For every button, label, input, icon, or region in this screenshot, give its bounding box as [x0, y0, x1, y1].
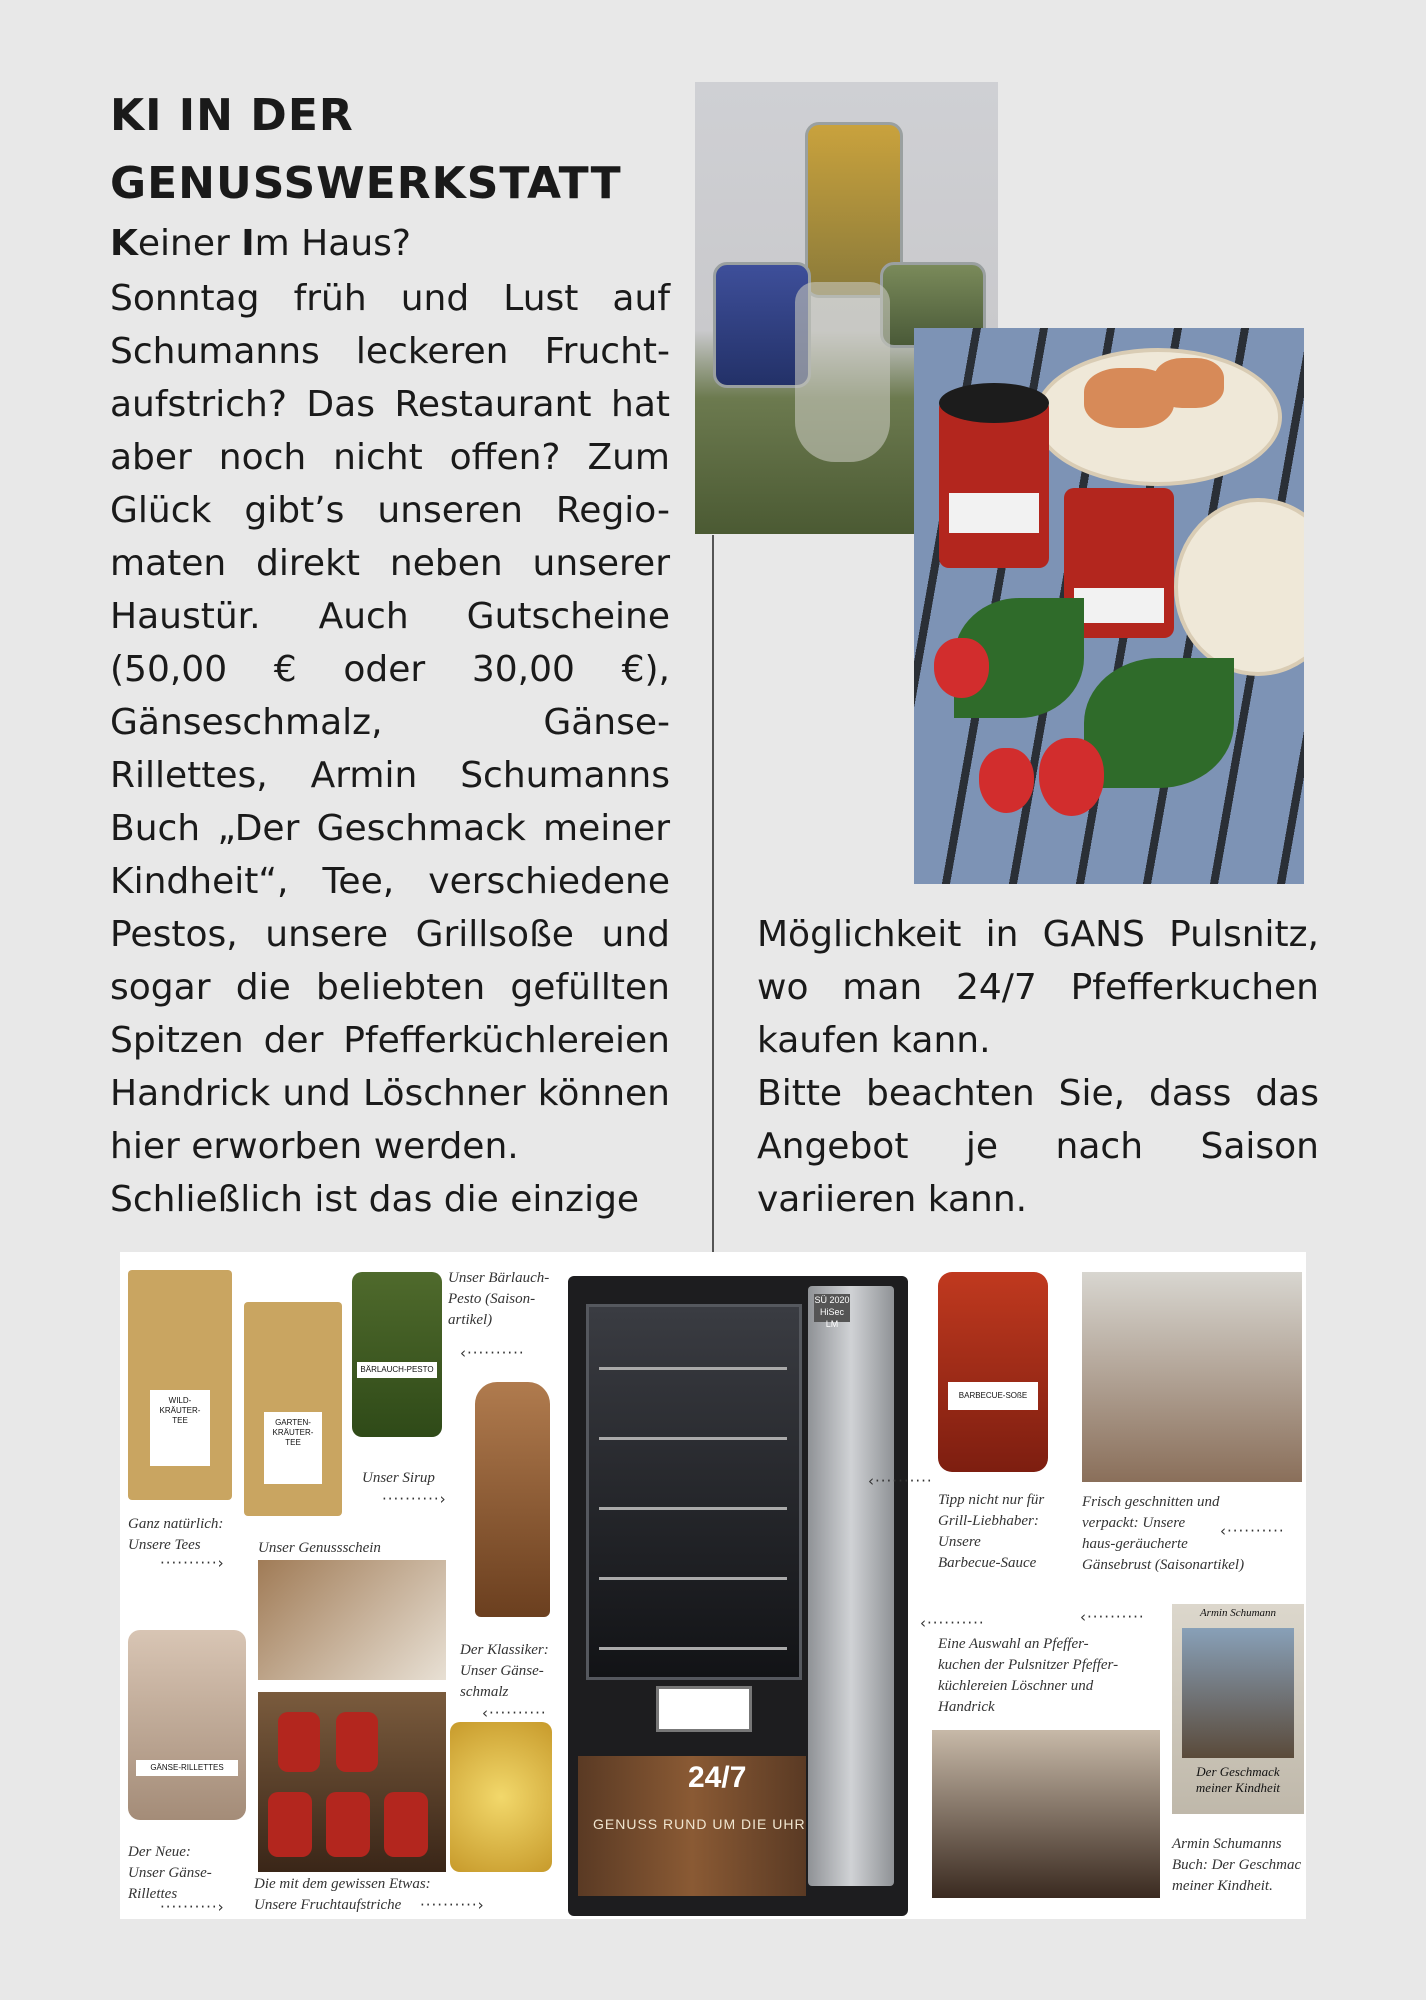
jam-jar-left	[939, 398, 1049, 568]
jam-bread-2	[1154, 358, 1224, 408]
wildkraeuter-label: WILD- KRÄUTER- TEE	[150, 1390, 210, 1466]
arrow-pesto: ‹··········	[460, 1344, 525, 1362]
vending-247-label: 24/7	[688, 1761, 747, 1794]
gaenseschmalz-jar	[450, 1722, 552, 1872]
jam-jar-label	[949, 493, 1039, 533]
strawberry	[934, 638, 989, 698]
regiomat-vending-machine	[568, 1276, 908, 1916]
arrow-gaenseschmalz: ‹··········	[482, 1704, 547, 1722]
body-right-paragraph-2: Bitte beachten Sie, dass das Angebot je nach Saison variieren kann.	[757, 1073, 1319, 1220]
vending-window	[586, 1304, 802, 1680]
book-author: Armin Schumann	[1199, 1607, 1277, 1619]
subtitle-initial-i: I	[241, 223, 255, 264]
vending-shelf-5	[599, 1647, 787, 1650]
bbq-label: BARBECUE-SOßE	[948, 1382, 1038, 1410]
jam-strawberry-photo	[914, 328, 1304, 884]
vending-shelf-4	[599, 1577, 787, 1580]
gartenkraeuter-label: GARTEN- KRÄUTER- TEE	[264, 1412, 322, 1484]
fruchtaufstrich-jar-4	[326, 1792, 370, 1857]
body-right-paragraph-1: Möglichkeit in GANS Pulsnitz, wo man 24/7 Pfefferkuchen kaufen kann.	[757, 914, 1319, 1061]
vending-display	[656, 1686, 752, 1732]
title-line-2: GENUSSWERKSTATT	[110, 158, 622, 209]
book-cover	[1172, 1604, 1304, 1814]
baerlauch-pesto-jar	[352, 1272, 442, 1437]
rillettes-label: GÄNSE-RILLETTES	[136, 1760, 238, 1776]
herb-bag	[795, 282, 890, 462]
body-continuation: Schließlich ist das die einzige	[110, 1179, 640, 1220]
vending-shelf-3	[599, 1507, 787, 1510]
vending-wood-panel	[578, 1756, 806, 1896]
arrow-tees: ··········›	[160, 1554, 225, 1572]
caption-pfefferkuchen: Eine Auswahl an Pfeffer- kuchen der Pulsnitzer Pfeffer- küchlereien Löschner und Handrick	[938, 1636, 1119, 1715]
fruchtaufstrich-jar-3	[268, 1792, 312, 1857]
caption-tees: Ganz natürlich: Unsere Tees	[128, 1516, 224, 1553]
caption-buch: Armin Schumanns Buch: Der Geschmac meiner Kindheit.	[1172, 1836, 1302, 1894]
body-paragraph: Sonntag früh und Lust auf Schumanns leckeren Frucht-aufstrich? Das Restaurant hat aber noch nicht offen? Zum Glück gibt’s unseren Regio-maten direkt neben unserer Haustür. Auch Gutscheine (50,00 € oder 30,00 €), Gänseschmalz, Gänse-Rillettes, Armin Schumanns Buch „Der Geschmack meiner Kindheit“, Tee, verschiedene Pestos, unsere Grillsoße und sogar die beliebten gefüllten Spitzen der Pfefferküchlereien Handrick und Löschner können hier erworben werden.	[110, 278, 670, 1167]
caption-genussschein: Unser Genussschein	[258, 1540, 381, 1556]
vending-shelf-2	[599, 1437, 787, 1440]
vending-badge: SÜ 2020 HiSec LM	[814, 1295, 850, 1329]
arrow-rillettes: ··········›	[160, 1898, 225, 1916]
arrow-bbq: ‹··········	[868, 1472, 933, 1490]
barbecue-sauce-jar	[938, 1272, 1048, 1472]
caption-gaensebrust: Frisch geschnitten und verpackt: Unsere haus-geräucherte Gänsebrust (Saisonartikel)	[1082, 1494, 1245, 1573]
fruchtaufstrich-jar-1	[278, 1712, 320, 1772]
fruchtaufstrich-jar-5	[384, 1792, 428, 1857]
fruchtaufstrich-jars	[258, 1692, 446, 1872]
caption-sirup: Unser Sirup	[362, 1470, 435, 1486]
product-collage	[120, 1252, 1306, 1919]
arrow-gaensebrust: ‹··········	[1220, 1522, 1285, 1540]
bean-plate	[1174, 498, 1304, 676]
book-cover-photo	[1182, 1628, 1294, 1758]
vending-control-panel	[808, 1286, 894, 1886]
arrow-pfefferkuchen: ‹··········	[1080, 1608, 1145, 1626]
page-title	[110, 82, 670, 218]
caption-pesto: Unser Bärlauch- Pesto (Saison- artikel)	[448, 1270, 550, 1328]
jam-jar-lid	[939, 383, 1049, 423]
genussschein-voucher	[258, 1560, 446, 1680]
fruchtaufstrich-jar-2	[336, 1712, 378, 1772]
strawberry-leaf-2	[1084, 658, 1234, 788]
wildkraeuter-tea-bag	[128, 1270, 232, 1500]
subtitle	[110, 218, 670, 270]
caption-bbq: Tipp nicht nur für Grill-Liebhaber: Unsere Barbecue-Sauce	[938, 1492, 1045, 1571]
gaense-rillettes-jar	[128, 1630, 246, 1820]
vending-shelf-1	[599, 1367, 787, 1370]
arrow-pfefferkuchen-2: ‹··········	[920, 1614, 985, 1632]
book-title: Der Geschmack meiner Kindheit	[1195, 1764, 1281, 1795]
subtitle-part-1: einer	[137, 223, 242, 264]
gaensebrust-photo	[1082, 1272, 1302, 1482]
vending-slogan: GENUSS RUND UM DIE UHR	[593, 1816, 806, 1832]
caption-gaenseschmalz: Der Klassiker: Unser Gänse- schmalz	[460, 1642, 549, 1700]
strawberry-3	[1039, 738, 1104, 816]
baerlauch-label: BÄRLAUCH-PESTO	[357, 1362, 437, 1378]
pfefferkuchen-photo	[932, 1730, 1160, 1898]
title-line-1: KI IN DER	[110, 90, 354, 141]
caption-fruchtaufstriche: Die mit dem gewissen Etwas: Unsere Fruchtaufstriche	[254, 1876, 431, 1913]
subtitle-initial-k: K	[110, 223, 138, 264]
jam-jar-right-label	[1074, 588, 1164, 623]
body-left-column	[110, 272, 670, 1226]
arrow-sirup: ··········›	[382, 1490, 447, 1508]
gartenkraeuter-tea-bag	[244, 1302, 342, 1516]
column-divider	[712, 535, 714, 1253]
subtitle-part-2: m Haus?	[254, 223, 411, 264]
body-right-column	[757, 908, 1319, 1226]
strawberry-2	[979, 748, 1034, 813]
sirup-bottle	[475, 1382, 550, 1617]
arrow-fruchtaufstriche: ··········›	[420, 1896, 485, 1914]
caption-rillettes: Der Neue: Unser Gänse- Rillettes	[128, 1844, 212, 1902]
